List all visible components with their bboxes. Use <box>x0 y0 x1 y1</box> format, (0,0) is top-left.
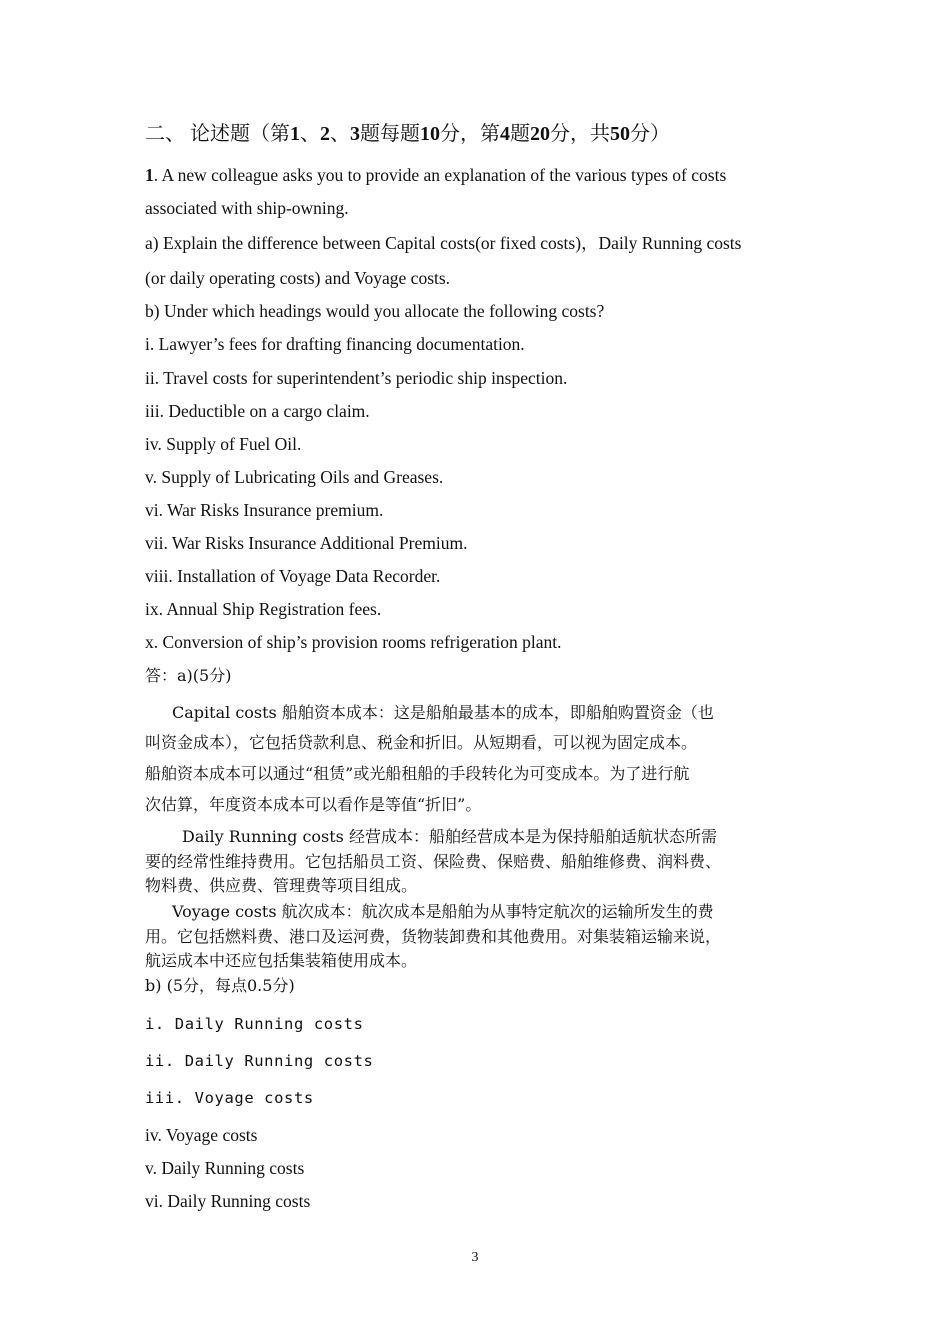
voyage-costs-line: 用。它包括燃料费、港口及运河费，货物装卸费和其他费用。对集装箱运输来说， <box>145 927 722 946</box>
question-item: ix. Annual Ship Registration fees. <box>145 599 382 619</box>
answer-b-item: v. Daily Running costs <box>145 1158 305 1178</box>
voyage-costs-line: Voyage costs 航次成本：航次成本是船舶为从事特定航次的运输所发生的费 <box>172 902 714 921</box>
answer-b-item: i. Daily Running costs <box>145 1015 364 1033</box>
voyage-costs-line: 航运成本中还应包括集装箱使用成本。 <box>145 951 418 970</box>
question-a-line-2: (or daily operating costs) and Voyage costs. <box>145 268 451 288</box>
capital-costs-line: 叫资金成本），它包括贷款利息、税金和折旧。从短期看，可以视为固定成本。 <box>145 733 698 752</box>
daily-running-costs-line: 物料费、供应费、管理费等项目组成。 <box>145 876 418 895</box>
question-intro-line-2: associated with ship-owning. <box>145 198 349 218</box>
question-a-line-1: a) Explain the difference between Capital costs(or fixed costs)，Daily Running costs <box>145 233 742 253</box>
question-item: vii. War Risks Insurance Additional Premium. <box>145 533 468 553</box>
question-item: iv. Supply of Fuel Oil. <box>145 434 302 454</box>
section-heading: 二、 论述题（第1、2、3题每题10分，第4题20分，共50分） <box>145 123 670 145</box>
question-item: v. Supply of Lubricating Oils and Greases. <box>145 467 444 487</box>
capital-costs-line: 船舶资本成本可以通过“租赁”或光船租船的手段转化为可变成本。为了进行航 <box>145 764 690 783</box>
answer-b-item: ii. Daily Running costs <box>145 1052 374 1070</box>
question-item: iii. Deductible on a cargo claim. <box>145 401 370 421</box>
daily-running-costs-line: 要的经常性维持费用。它包括船员工资、保险费、保赔费、船舶维修费、润料费、 <box>145 852 722 871</box>
question-item: i. Lawyer’s fees for drafting financing documentation. <box>145 334 525 354</box>
question-item: ii. Travel costs for superintendent’s periodic ship inspection. <box>145 368 568 388</box>
answer-label: 答：a)(5分) <box>145 666 232 685</box>
question-b-line: b) Under which headings would you allocate the following costs? <box>145 301 605 321</box>
page-number: 3 <box>471 1250 479 1265</box>
answer-b-label: b) (5分，每点0.5分) <box>145 976 295 995</box>
daily-running-costs-line: Daily Running costs 经营成本：船舶经营成本是为保持船舶适航状态所需 <box>182 827 717 846</box>
answer-b-item: iii. Voyage costs <box>145 1089 314 1107</box>
question-item: vi. War Risks Insurance premium. <box>145 500 384 520</box>
capital-costs-line: Capital costs 船舶资本成本：这是船舶最基本的成本，即船舶购置资金（也 <box>172 703 714 722</box>
question-item: viii. Installation of Voyage Data Recorder. <box>145 566 441 586</box>
capital-costs-line: 次估算，年度资本成本可以看作是等值“折旧”。 <box>145 795 482 814</box>
answer-b-item: vi. Daily Running costs <box>145 1191 311 1211</box>
answer-b-item: iv. Voyage costs <box>145 1125 258 1145</box>
question-item: x. Conversion of ship’s provision rooms refrigeration plant. <box>145 632 562 652</box>
question-intro-line-1: 1. A new colleague asks you to provide an explanation of the various types of costs <box>145 165 727 185</box>
